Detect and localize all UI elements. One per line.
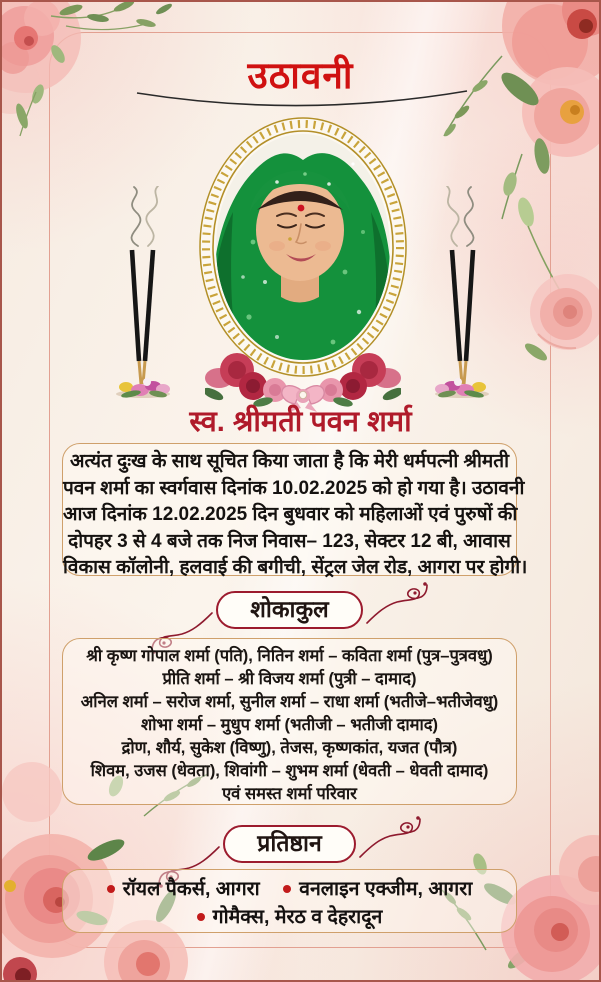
bullet-icon	[283, 885, 291, 893]
watercolor-rose-right-icon	[494, 184, 601, 379]
mourner-line: श्री कृष्ण गोपाल शर्मा (पति), नितिन शर्मा – कविता शर्मा (पुत्र–पुत्रवधु)	[86, 647, 493, 665]
announcement-box	[62, 443, 528, 578]
swirl-flourish-icon	[365, 581, 429, 629]
rose-garland-icon	[205, 332, 401, 412]
swirl-flourish-icon	[358, 815, 422, 863]
establishment-label: गोमैक्स, मेरठ व देहरादून	[212, 906, 383, 928]
incense-sticks-right-icon	[419, 186, 509, 401]
establishments-row	[63, 875, 516, 903]
establishments-heading-pill	[223, 825, 355, 863]
bullet-icon	[197, 913, 205, 921]
establishment-item	[107, 878, 260, 900]
announcement-line: आज दिनांक 12.02.2025 दिन बुधवार को महिलाओं एवं पुरुषों की	[63, 504, 518, 525]
announcement-line: दोपहर 3 से 4 बजे तक निज निवास– 123, सेक्टर 12 बी, आवास	[68, 530, 511, 552]
deceased-name: स्व. श्रीमती पवन शर्मा	[189, 406, 412, 438]
mourner-line: प्रीति शर्मा – श्री विजय शर्मा (पुत्री – दामाद)	[162, 670, 417, 688]
mourners-heading-pill	[216, 591, 362, 629]
mourners-heading: शोकाकुल	[250, 596, 329, 622]
establishments-row	[63, 903, 516, 931]
establishment-item	[197, 906, 383, 928]
establishments-heading: प्रतिष्ठान	[257, 830, 322, 856]
mourner-line: शिवम, उजस (धेवता), शिवांगी – शुभम शर्मा (धेवती – धेवती दामाद)	[90, 762, 489, 780]
announcement-line: अत्यंत दुःख के साथ सूचित किया जाता है कि मेरी धर्मपत्नी श्रीमती	[69, 451, 510, 472]
mourner-line: शोभा शर्मा – मुधुप शर्मा (भतीजी – भतीजी दामाद)	[140, 716, 439, 734]
mourner-line: द्रोण, शौर्य, सुकेश (विष्णु), तेजस, कृष्णकांत, यजत (पौत्र)	[121, 739, 458, 757]
page-title: उठावनी	[247, 55, 354, 96]
bullet-icon	[107, 885, 115, 893]
announcement-line: पवन शर्मा का स्वर्गवास दिनांक 10.02.2025 को हो गया है। उठावनी	[63, 477, 525, 499]
announcement-line: विकास कॉलोनी, हलवाई की बगीची, सेंट्रल जेल रोड, आगरा पर होगी।	[63, 557, 528, 578]
establishment-label: रॉयल पैकर्स, आगरा	[122, 878, 260, 900]
mourners-box	[62, 638, 517, 805]
incense-sticks-left-icon	[96, 186, 186, 401]
mourner-line: एवं समस्त शर्मा परिवार	[222, 785, 357, 803]
mourner-line: अनिल शर्मा – सरोज शर्मा, सुनील शर्मा – राधा शर्मा (भतीजे–भतीजेवधु)	[80, 693, 499, 711]
establishments-box	[62, 869, 517, 933]
establishment-label: वनलाइन एक्जीम, आगरा	[299, 878, 473, 900]
establishment-item	[283, 878, 472, 900]
